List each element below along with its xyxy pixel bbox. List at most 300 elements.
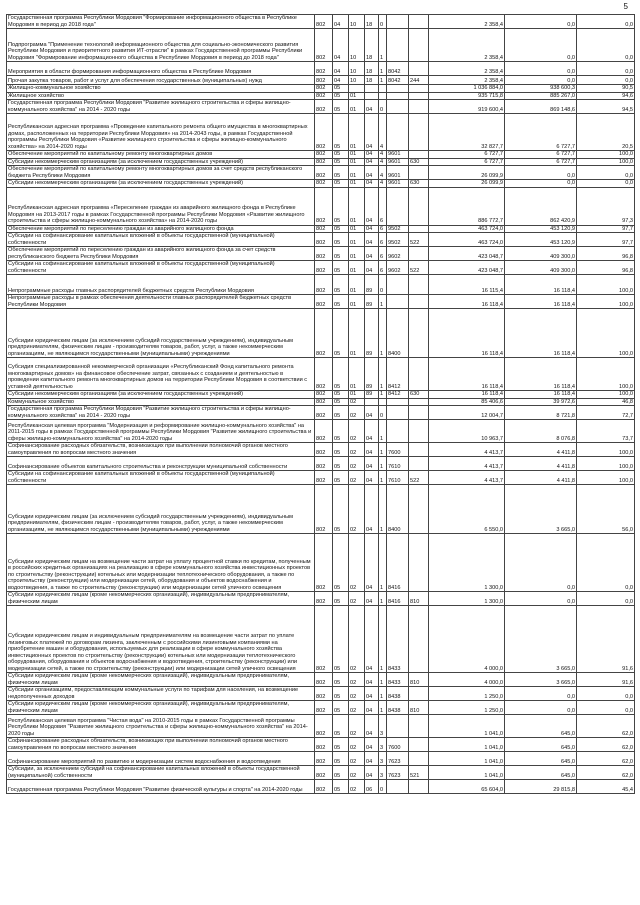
cell-v3: 96,8 [577, 247, 635, 261]
cell-v1: 1 041,0 [429, 752, 505, 766]
cell-name: Субсидии некоммерческим организациям (за исключением государственных учреждений) [7, 158, 315, 166]
cell-v2: 885 267,0 [505, 92, 577, 100]
table-row [7, 391, 635, 399]
cell-c7 [409, 398, 429, 406]
cell-c3: 02 [349, 406, 365, 420]
cell-c2: 05 [333, 420, 349, 443]
cell-c1: 802 [315, 225, 333, 233]
cell-c1: 802 [315, 29, 333, 62]
cell-c5: 1 [379, 391, 387, 399]
cell-v3: 45,4 [577, 780, 635, 794]
cell-v3: 62,0 [577, 766, 635, 780]
cell-v2: 0,0 [505, 15, 577, 29]
cell-v2: 8 076,8 [505, 420, 577, 443]
cell-c4: 04 [365, 158, 379, 166]
cell-name: Субсидии на софинансирование капитальных вложений в объекты государственной (муниципальной) собственности [7, 233, 315, 247]
cell-c3: 02 [349, 738, 365, 752]
cell-c2: 05 [333, 701, 349, 715]
cell-c5: 4 [379, 180, 387, 188]
cell-v3: 97,3 [577, 187, 635, 225]
cell-v3: 90,5 [577, 85, 635, 93]
cell-c2: 05 [333, 592, 349, 606]
table-row [7, 752, 635, 766]
cell-c7 [409, 92, 429, 100]
cell-c4 [365, 398, 379, 406]
cell-name: Мероприятия в области формирования информационного общества в Республике Мордовия [7, 62, 315, 76]
table-row [7, 100, 635, 114]
cell-name: Коммунальное хозяйство [7, 398, 315, 406]
table-row [7, 151, 635, 159]
cell-c7 [409, 187, 429, 225]
cell-v2: 4 411,8 [505, 471, 577, 485]
budget-table [6, 14, 635, 794]
cell-c5: 1 [379, 295, 387, 309]
cell-c5: 3 [379, 738, 387, 752]
cell-v3: 100,0 [577, 443, 635, 457]
table-row [7, 85, 635, 93]
cell-c1: 802 [315, 187, 333, 225]
cell-c2: 04 [333, 29, 349, 62]
cell-v3: 0,0 [577, 701, 635, 715]
cell-c5: 1 [379, 534, 387, 592]
cell-c6: 9601 [387, 166, 409, 180]
cell-c2: 05 [333, 766, 349, 780]
cell-c2: 05 [333, 166, 349, 180]
cell-c7 [409, 29, 429, 62]
table-row [7, 606, 635, 673]
cell-c7 [409, 309, 429, 358]
cell-c5: 3 [379, 715, 387, 738]
cell-c1: 802 [315, 85, 333, 93]
cell-c5: 6 [379, 261, 387, 275]
cell-v1: 6 550,0 [429, 485, 505, 534]
cell-name: Субсидии юридическим лицам (кроме некоммерческих организаций), индивидуальным предпринимателям, физическим лицам [7, 701, 315, 715]
cell-c7 [409, 247, 429, 261]
cell-c3 [349, 85, 365, 93]
cell-v1: 16 115,4 [429, 275, 505, 295]
cell-c3: 01 [349, 295, 365, 309]
cell-c4: 04 [365, 485, 379, 534]
cell-v1: 423 048,7 [429, 261, 505, 275]
cell-v2: 16 118,4 [505, 295, 577, 309]
cell-c3: 01 [349, 100, 365, 114]
cell-c2: 05 [333, 606, 349, 673]
cell-c2: 04 [333, 15, 349, 29]
cell-v2: 0,0 [505, 76, 577, 85]
cell-name: Республиканская адресная программа «Проведение капитального ремонта общего имущества в многоквартирных домах, расположенных на территории Республики Мордовия» на 2014-2043 годы, в рамках Государственной программы Республики Мордовия «Развитие жилищного строительства и сферы жилищно-коммунального хозяйства» на 2014-2020 годы [7, 114, 315, 151]
cell-v2: 645,0 [505, 738, 577, 752]
cell-c5 [379, 92, 387, 100]
cell-name: Субсидии некоммерческим организациям (за исключением государственных учреждений) [7, 391, 315, 399]
cell-c3: 01 [349, 114, 365, 151]
cell-c1: 802 [315, 780, 333, 794]
cell-c7 [409, 166, 429, 180]
cell-v2: 4 411,8 [505, 443, 577, 457]
cell-c7 [409, 114, 429, 151]
cell-v3: 0,0 [577, 180, 635, 188]
cell-name: Софинансирование расходных обязательств, возникающих при выполнении полномочий органов местного самоуправления по вопросам местного значения [7, 738, 315, 752]
cell-v2: 0,0 [505, 180, 577, 188]
cell-name: Софинансирование расходных обязательств, возникающих при выполнении полномочий органов местного самоуправления по вопросам местного значения [7, 443, 315, 457]
cell-c1: 802 [315, 687, 333, 701]
cell-v1: 65 604,0 [429, 780, 505, 794]
table-row [7, 29, 635, 62]
cell-c6 [387, 406, 409, 420]
cell-v1: 26 099,9 [429, 166, 505, 180]
cell-c6: 7610 [387, 457, 409, 471]
cell-c1: 802 [315, 233, 333, 247]
cell-c6: 7610 [387, 471, 409, 485]
cell-v1: 1 041,0 [429, 738, 505, 752]
cell-v1: 1 041,0 [429, 715, 505, 738]
cell-c1: 802 [315, 261, 333, 275]
cell-c7: 521 [409, 766, 429, 780]
cell-c4: 04 [365, 534, 379, 592]
cell-v1: 32 827,7 [429, 114, 505, 151]
cell-c7 [409, 457, 429, 471]
cell-c3: 01 [349, 261, 365, 275]
cell-v2: 16 118,4 [505, 309, 577, 358]
cell-c2: 05 [333, 391, 349, 399]
cell-c3: 10 [349, 76, 365, 85]
cell-c3: 01 [349, 275, 365, 295]
cell-v3: 100,0 [577, 457, 635, 471]
cell-c6: 7623 [387, 752, 409, 766]
cell-c3: 01 [349, 92, 365, 100]
cell-v3: 0,0 [577, 15, 635, 29]
cell-c5: 1 [379, 358, 387, 391]
table-row [7, 673, 635, 687]
cell-c4: 04 [365, 457, 379, 471]
cell-v3: 94,6 [577, 92, 635, 100]
cell-v1: 1 250,0 [429, 687, 505, 701]
cell-c7 [409, 534, 429, 592]
cell-v2: 29 815,8 [505, 780, 577, 794]
table-row [7, 247, 635, 261]
cell-c6: 8433 [387, 606, 409, 673]
cell-c2: 05 [333, 180, 349, 188]
cell-v1: 919 600,4 [429, 100, 505, 114]
cell-c4: 89 [365, 295, 379, 309]
cell-v3: 100,0 [577, 358, 635, 391]
cell-c4 [365, 92, 379, 100]
cell-v3: 62,0 [577, 738, 635, 752]
cell-c5: 6 [379, 225, 387, 233]
cell-c1: 802 [315, 15, 333, 29]
cell-c4: 04 [365, 151, 379, 159]
cell-c7 [409, 687, 429, 701]
cell-c7 [409, 752, 429, 766]
cell-v3: 56,0 [577, 485, 635, 534]
cell-name: Государственная программа Республики Мордовия "Развитие жилищного строительства и сферы жилищно-коммунального хозяйства" на 2014 - 2020 годы [7, 406, 315, 420]
table-row [7, 715, 635, 738]
cell-c4: 04 [365, 114, 379, 151]
cell-v1: 2 358,4 [429, 76, 505, 85]
cell-c6: 8412 [387, 358, 409, 391]
cell-name: Субсидии, за исключением субсидий на софинансирование капитальных вложений в объекты государственной (муниципальной) собственности [7, 766, 315, 780]
cell-c2: 05 [333, 406, 349, 420]
cell-c7: 522 [409, 261, 429, 275]
cell-v3: 97,7 [577, 225, 635, 233]
cell-c6: 8412 [387, 391, 409, 399]
cell-c7 [409, 15, 429, 29]
cell-v1: 463 724,0 [429, 225, 505, 233]
cell-v3: 0,0 [577, 62, 635, 76]
cell-v2: 0,0 [505, 62, 577, 76]
cell-name: Софинансирование объектов капитального строительства и реконструкции муниципальной собственности [7, 457, 315, 471]
cell-v1: 16 118,4 [429, 391, 505, 399]
cell-v1: 4 413,7 [429, 457, 505, 471]
cell-c2: 05 [333, 687, 349, 701]
cell-v2: 4 411,8 [505, 457, 577, 471]
table-row [7, 225, 635, 233]
cell-c7: 810 [409, 592, 429, 606]
cell-v3: 46,8 [577, 398, 635, 406]
cell-v1: 935 715,8 [429, 92, 505, 100]
cell-c1: 802 [315, 443, 333, 457]
cell-name: Жилищно-коммунальное хозяйство [7, 85, 315, 93]
table-row [7, 592, 635, 606]
cell-c5: 1 [379, 673, 387, 687]
cell-c4: 04 [365, 100, 379, 114]
cell-c5 [379, 398, 387, 406]
cell-name: Субсидии на софинансирование капитальных вложений в объекты государственной (муниципальной) собственности [7, 261, 315, 275]
cell-v2: 409 300,0 [505, 261, 577, 275]
cell-c1: 802 [315, 471, 333, 485]
cell-v1: 1 300,0 [429, 592, 505, 606]
cell-c2: 05 [333, 247, 349, 261]
cell-c3: 02 [349, 398, 365, 406]
cell-v1: 1 036 884,0 [429, 85, 505, 93]
cell-v1: 16 118,4 [429, 358, 505, 391]
cell-c3: 02 [349, 420, 365, 443]
cell-c7 [409, 606, 429, 673]
table-row [7, 261, 635, 275]
cell-c4: 04 [365, 673, 379, 687]
cell-c2: 05 [333, 309, 349, 358]
cell-c7: 810 [409, 701, 429, 715]
cell-c5: 1 [379, 457, 387, 471]
cell-v1: 2 358,4 [429, 15, 505, 29]
cell-c2: 05 [333, 85, 349, 93]
cell-c1: 802 [315, 752, 333, 766]
cell-c4: 04 [365, 471, 379, 485]
cell-c6: 7600 [387, 738, 409, 752]
cell-c5: 1 [379, 62, 387, 76]
cell-c2: 05 [333, 738, 349, 752]
cell-v2: 3 665,0 [505, 485, 577, 534]
cell-c2: 05 [333, 158, 349, 166]
cell-c7 [409, 358, 429, 391]
cell-c6 [387, 398, 409, 406]
cell-v2: 0,0 [505, 166, 577, 180]
cell-c2: 05 [333, 275, 349, 295]
cell-v3: 72,7 [577, 406, 635, 420]
cell-c5: 1 [379, 420, 387, 443]
table-row [7, 457, 635, 471]
cell-c5: 3 [379, 766, 387, 780]
cell-c2: 05 [333, 187, 349, 225]
cell-c3: 02 [349, 485, 365, 534]
cell-name: Обеспечение мероприятий по переселению граждан из аварийного жилищного фонда [7, 225, 315, 233]
table-row [7, 471, 635, 485]
cell-c2: 05 [333, 100, 349, 114]
table-row [7, 187, 635, 225]
cell-c4: 04 [365, 592, 379, 606]
cell-v3: 100,0 [577, 391, 635, 399]
cell-c6: 8400 [387, 485, 409, 534]
cell-c1: 802 [315, 275, 333, 295]
cell-c2: 05 [333, 443, 349, 457]
cell-c3: 01 [349, 391, 365, 399]
cell-c6: 8416 [387, 534, 409, 592]
cell-c1: 802 [315, 62, 333, 76]
cell-c1: 802 [315, 358, 333, 391]
cell-v3: 62,0 [577, 752, 635, 766]
cell-c4: 89 [365, 309, 379, 358]
table-row [7, 233, 635, 247]
cell-v3: 0,0 [577, 687, 635, 701]
cell-c3: 01 [349, 187, 365, 225]
cell-c4: 04 [365, 261, 379, 275]
cell-c2: 05 [333, 715, 349, 738]
table-row [7, 76, 635, 85]
cell-c4: 04 [365, 715, 379, 738]
cell-c3: 02 [349, 715, 365, 738]
cell-v3: 91,6 [577, 673, 635, 687]
cell-v1: 463 724,0 [429, 233, 505, 247]
cell-c6: 9601 [387, 180, 409, 188]
cell-c1: 802 [315, 398, 333, 406]
cell-c1: 802 [315, 485, 333, 534]
cell-c7 [409, 715, 429, 738]
cell-c1: 802 [315, 457, 333, 471]
cell-c7 [409, 406, 429, 420]
table-row [7, 358, 635, 391]
cell-v2: 938 600,3 [505, 85, 577, 93]
cell-c4: 18 [365, 62, 379, 76]
cell-c4: 04 [365, 752, 379, 766]
cell-c5: 0 [379, 406, 387, 420]
cell-name: Обеспечение мероприятий по капитальному ремонту многоквартирных домов за счет средств республиканского бюджета Республики Мордовия [7, 166, 315, 180]
cell-v2: 3 665,0 [505, 673, 577, 687]
cell-v2: 862 420,9 [505, 187, 577, 225]
cell-v3: 0,0 [577, 592, 635, 606]
cell-name: Государственная программа Республики Мордовия "Формирование информационного общества в Республике Мордовия в период до 2018 года" [7, 15, 315, 29]
cell-c4: 04 [365, 701, 379, 715]
cell-v1: 16 118,4 [429, 295, 505, 309]
cell-v1: 1 250,0 [429, 701, 505, 715]
cell-c1: 802 [315, 100, 333, 114]
cell-c7: 630 [409, 391, 429, 399]
cell-c5: 1 [379, 29, 387, 62]
table-row [7, 15, 635, 29]
cell-v1: 423 048,7 [429, 247, 505, 261]
cell-c6 [387, 780, 409, 794]
cell-name: Субсидии юридическим лицам (кроме некоммерческих организаций), индивидуальным предпринимателям, физическим лицам [7, 673, 315, 687]
cell-c6: 9601 [387, 158, 409, 166]
cell-v3: 100,0 [577, 275, 635, 295]
cell-c7 [409, 85, 429, 93]
cell-c4: 04 [365, 738, 379, 752]
cell-name: Субсидии юридическим лицам (кроме некоммерческих организаций), индивидуальным предпринимателям, физическим лицам [7, 592, 315, 606]
cell-c6 [387, 100, 409, 114]
cell-name: Субсидии на софинансирование капитальных вложений в объекты государственной (муниципальной) собственности [7, 471, 315, 485]
cell-c4: 04 [365, 606, 379, 673]
cell-c4: 04 [365, 406, 379, 420]
cell-v2: 6 727,7 [505, 158, 577, 166]
cell-name: Жилищное хозяйство [7, 92, 315, 100]
cell-v1: 16 118,4 [429, 309, 505, 358]
cell-name: Подпрограмма "Применение технологий информационного общества для социально-экономического развития Республики Мордовия и приоритетного развития ИТ-отрасли" в рамках Государственной программы Республики Мордовия "Формирование информационного общества в Республике Мордовия в период до 2018 года" [7, 29, 315, 62]
cell-v3: 0,0 [577, 166, 635, 180]
cell-c1: 802 [315, 114, 333, 151]
table-row [7, 309, 635, 358]
table-row [7, 295, 635, 309]
cell-c4: 04 [365, 443, 379, 457]
cell-v1: 2 358,4 [429, 62, 505, 76]
cell-c5: 1 [379, 592, 387, 606]
cell-c5: 1 [379, 687, 387, 701]
cell-v2: 6 727,7 [505, 114, 577, 151]
cell-c6: 8042 [387, 62, 409, 76]
cell-name: Субсидии юридическим лицам на возмещение части затрат на уплату процентной ставки по кредитам, полученным в российских кредитных организациях на реализацию в сфере коммунального хозяйства инвестиционных проектов по строительству (реконструкции) котельных или модернизации теплотехнического оборудования, а также по строительству (реконструкции) или модернизации сетей, оборудования и объектов водоснабжения и водоотведения, а также по строительству (реконструкции) или модернизации сетей уличного освещения [7, 534, 315, 592]
cell-v2: 39 972,6 [505, 398, 577, 406]
cell-v2: 645,0 [505, 715, 577, 738]
cell-c3: 02 [349, 443, 365, 457]
cell-v3: 94,5 [577, 100, 635, 114]
table-row [7, 398, 635, 406]
table-row [7, 738, 635, 752]
cell-c3: 01 [349, 358, 365, 391]
cell-c7 [409, 420, 429, 443]
cell-v2: 6 727,7 [505, 151, 577, 159]
cell-c7: 522 [409, 233, 429, 247]
cell-c6: 8438 [387, 701, 409, 715]
cell-c4: 04 [365, 180, 379, 188]
cell-c4: 18 [365, 15, 379, 29]
cell-c3: 02 [349, 673, 365, 687]
cell-c6 [387, 715, 409, 738]
cell-c7 [409, 151, 429, 159]
cell-v3: 62,0 [577, 715, 635, 738]
cell-v1: 12 004,7 [429, 406, 505, 420]
cell-v3: 100,0 [577, 309, 635, 358]
cell-c6: 9502 [387, 225, 409, 233]
cell-c3: 01 [349, 158, 365, 166]
cell-c5: 4 [379, 114, 387, 151]
cell-v2: 0,0 [505, 592, 577, 606]
cell-c2: 05 [333, 114, 349, 151]
cell-c6: 7600 [387, 443, 409, 457]
cell-c2: 05 [333, 485, 349, 534]
cell-c5: 4 [379, 166, 387, 180]
cell-v3: 73,7 [577, 420, 635, 443]
cell-v3: 100,0 [577, 158, 635, 166]
cell-c5: 6 [379, 247, 387, 261]
cell-c3: 02 [349, 592, 365, 606]
cell-c6: 7623 [387, 766, 409, 780]
cell-c7 [409, 738, 429, 752]
cell-c5: 3 [379, 752, 387, 766]
cell-c6 [387, 15, 409, 29]
table-row [7, 443, 635, 457]
cell-name: Субсидии юридическим лицам (за исключением субсидий государственным учреждениям), индивидуальным предпринимателям, физическим лицам - производителям товаров, работ, услуг, а также некоммерческим организациям, не являющимся государственными (муниципальными) учреждениями [7, 309, 315, 358]
cell-c5: 0 [379, 780, 387, 794]
cell-c1: 802 [315, 606, 333, 673]
cell-v1: 1 300,0 [429, 534, 505, 592]
cell-c3: 01 [349, 309, 365, 358]
